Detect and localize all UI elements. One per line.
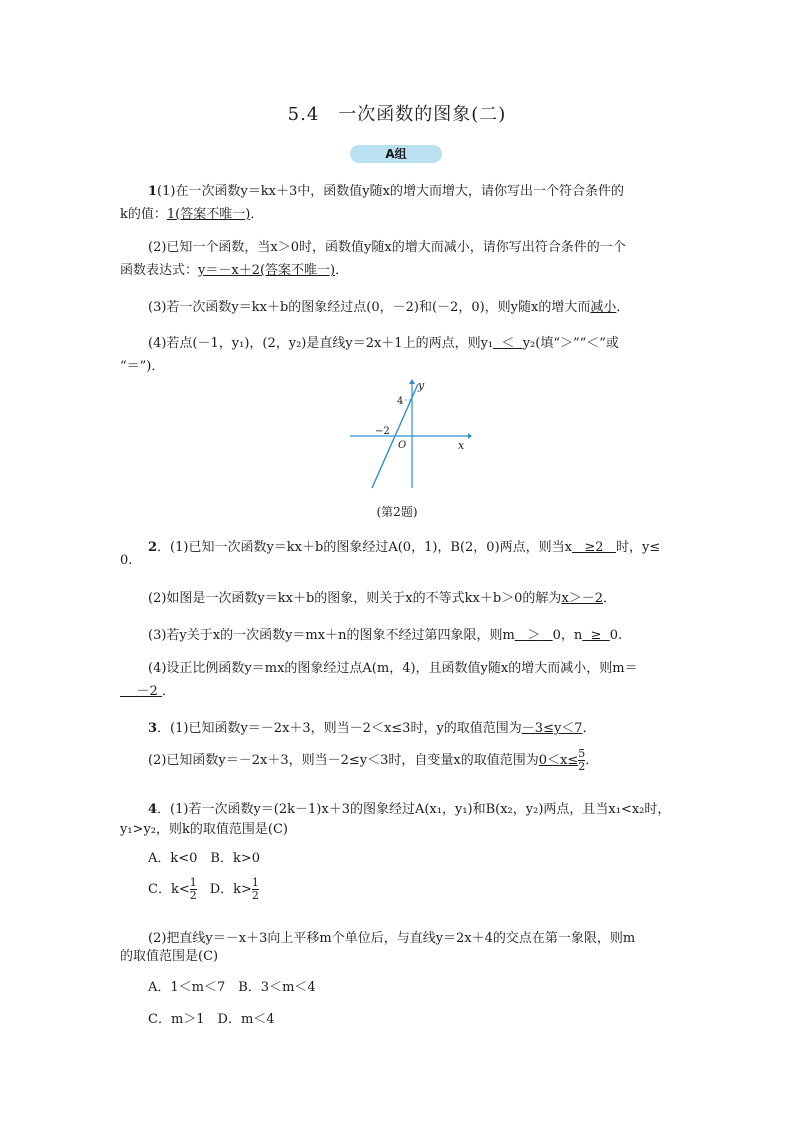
q2-part3-mid: 0，n	[552, 628, 583, 643]
q1-part2-end: ．	[335, 263, 349, 278]
q2-part3-text: (3)若y关于x的一次函数y＝mx＋n的图象不经过第四象限，则m	[148, 628, 515, 643]
q4-part1-options-cd	[148, 877, 259, 902]
q4-part2-line1: (2)把直线y＝－x＋3向上平移m个单位后，与直线y＝2x＋4的交点在第一象限，则m	[148, 931, 636, 946]
q2-number: 2	[148, 540, 158, 555]
q4-number: 4	[148, 802, 158, 817]
q1-part1-end: ．	[250, 207, 264, 222]
q4-part2-options-ab: A．1＜m＜7 B．3＜m＜4	[148, 980, 316, 995]
fraction-denominator: 2	[578, 760, 586, 773]
origin-label: O	[398, 440, 407, 451]
q1-part2-line2	[120, 259, 348, 278]
q3-part1-end: ．	[582, 721, 596, 736]
q2-part1-answer-text: ≥2	[584, 540, 604, 555]
q1-part3-end: ．	[616, 300, 630, 315]
q1-part4-text: (4)若点(－1，y₁)，(2，y₂)是直线y＝2x＋1上的两点，则y₁	[148, 336, 494, 351]
linear-function-graph	[348, 378, 472, 490]
figure-caption: (第2题)	[376, 505, 418, 519]
q1-part1-line1	[148, 180, 624, 199]
q4-option-d: D．k>	[196, 882, 252, 897]
group-badge: A组	[350, 145, 442, 163]
q2-part3-answer1	[515, 628, 553, 643]
q2-part1-answer	[572, 540, 616, 555]
q4-part1-text: ．(1)若一次函数y＝(2k－1)x＋3的图象经过A(x₁，y₁)和B(x₂，y₂)两点，且当x₁<x₂时，	[157, 802, 671, 817]
q2-part3-answer2	[582, 628, 609, 643]
q1-part1-text: (1)在一次函数y＝kx＋3中，函数值y随x的增大而增大，请你写出一个符合条件的	[157, 184, 624, 199]
q2-part1-text: ．(1)已知一次函数y＝kx＋b的图象经过A(0，1)，B(2，0)两点，则当x	[157, 540, 572, 555]
q3-part1-answer: －3≤y＜7	[521, 721, 583, 736]
q2-part2-answer: x＞－2	[561, 591, 604, 606]
fraction-denominator: 2	[189, 889, 197, 902]
fraction-numerator: 1	[189, 876, 197, 889]
q1-part4-hint: y₂(填“＞”“＜”或	[522, 336, 619, 351]
q2-part4-answer	[120, 684, 162, 699]
q2-part4-answer-text: －2	[136, 684, 158, 699]
q2-part3-answer1-text: ＞	[527, 628, 541, 643]
q4-part2-line2: 的取值范围是(C)	[120, 949, 219, 964]
q2-part2-end: ．	[603, 591, 617, 606]
q2-part1-end: 时，y≤	[615, 540, 661, 555]
fraction-numerator: 1	[251, 876, 259, 889]
q3-part2	[148, 748, 598, 773]
q4-part1-options-ab: A．k<0 B．k>0	[148, 851, 261, 866]
y-axis-arrow	[409, 379, 415, 384]
q2-part2	[148, 587, 616, 606]
q3-part1	[148, 717, 596, 736]
q4-part1-line2: y₁>y₂，则k的取值范围是(C)	[120, 822, 288, 837]
fraction-denominator: 2	[251, 889, 259, 902]
x-axis-arrow	[468, 433, 472, 439]
fraction-numerator: 5	[578, 747, 586, 760]
q2-part1-line1	[148, 536, 660, 555]
q4-option-d-fraction	[252, 877, 259, 902]
q1-part4-answer	[493, 336, 523, 351]
q3-part2-end: ．	[585, 753, 599, 768]
q4-option-c: C．k<	[148, 882, 190, 897]
q1-part4-line1	[148, 332, 619, 351]
q1-part2-label: 函数表达式：	[120, 263, 199, 278]
q1-part3-answer: 减小	[590, 300, 617, 315]
q1-part4-line2: “＝”)．	[120, 359, 165, 374]
q4-part2-options-cd: C．m＞1 D．m＜4	[148, 1012, 275, 1027]
q3-part1-text: ．(1)已知函数y＝－2x＋3，则当－2＜x≤3时，y的取值范围为	[157, 721, 522, 736]
q2-part2-text: (2)如图是一次函数y＝kx＋b的图象，则关于x的不等式kx＋b＞0的解为	[148, 591, 562, 606]
q3-part2-answer	[538, 747, 586, 773]
q2-part4-line2	[120, 680, 175, 699]
q1-part1-label: k的值：	[120, 207, 167, 222]
q3-part2-answer-text: 0＜x≤	[538, 753, 579, 768]
q3-part2-text: (2)已知函数y＝－2x＋3，则当－2≤y＜3时，自变量x的取值范围为	[148, 753, 539, 768]
x-intercept-label: −2	[375, 426, 390, 437]
q1-part4-answer-text: ＜	[501, 336, 515, 351]
q4-part1-line1	[148, 798, 670, 817]
q1-number: 1	[148, 184, 158, 199]
y-axis-label: y	[418, 379, 425, 392]
q1-part2-line1: (2)已知一个函数，当x＞0时，函数值y随x的增大而减小，请你写出符合条件的一个	[148, 240, 626, 255]
q2-part1-line2: 0.	[120, 553, 133, 568]
y-intercept-label: 4	[397, 396, 404, 407]
q2-part4-line1: (4)设正比例函数y＝mx的图象经过点A(m，4)，且函数值y随x的增大而减小，则m＝	[148, 661, 638, 676]
q4-option-c-fraction	[190, 877, 197, 902]
q2-part3-answer2-text: ≥	[590, 628, 602, 643]
q2-part3-end: 0.	[609, 628, 623, 643]
q2-part3	[148, 624, 622, 643]
q1-part3-text: (3)若一次函数y＝kx＋b的图象经过点(0，－2)和(－2，0)，则y随x的增大而	[148, 300, 591, 315]
q1-part1-answer: 1(答案不唯一)	[166, 207, 251, 222]
page-title: 5.4 一次函数的图象(二)	[287, 104, 507, 125]
q1-part2-answer: y＝－x＋2(答案不唯一)	[198, 263, 336, 278]
q1-part3	[148, 296, 629, 315]
q3-number: 3	[148, 721, 158, 736]
x-axis-label: x	[458, 439, 465, 452]
q1-part1-line2	[120, 203, 263, 222]
q2-part4-end: ．	[161, 684, 175, 699]
